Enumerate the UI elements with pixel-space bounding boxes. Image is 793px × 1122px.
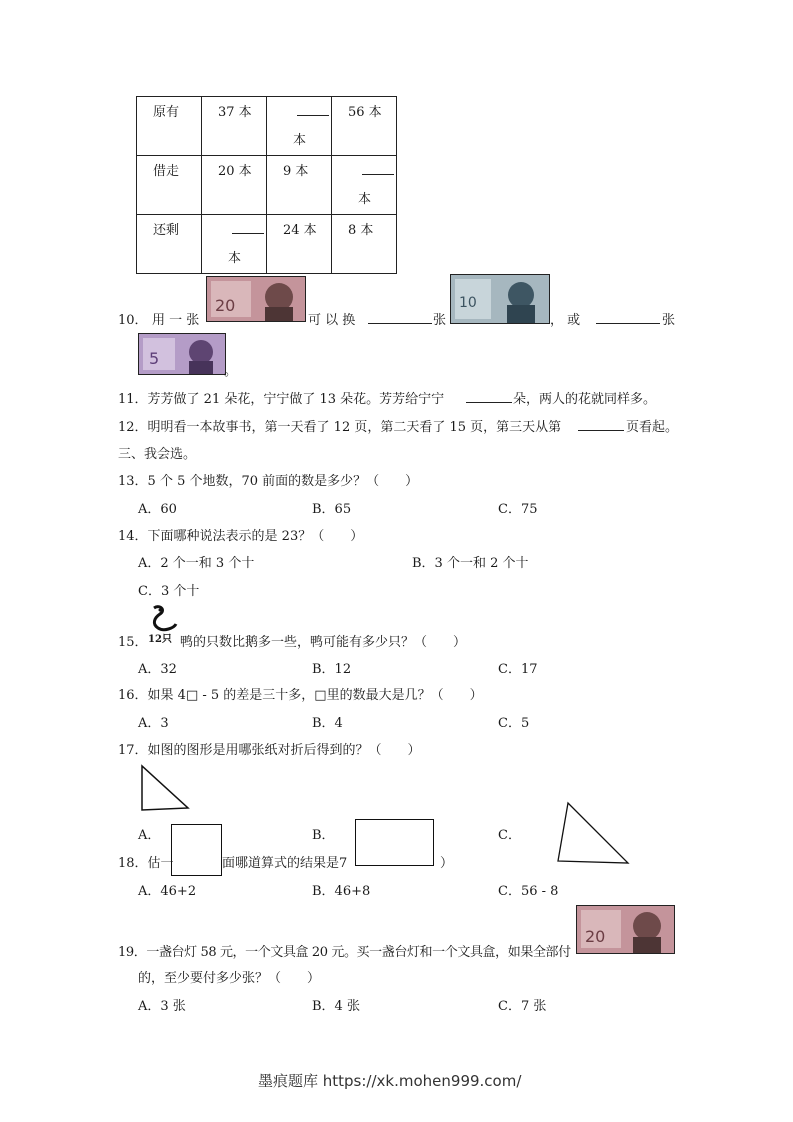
q14-option-a[interactable]: A．2 个一和 3 个十 (138, 556, 255, 571)
banknote-20-image (576, 905, 675, 954)
table-cell: 8 本 (348, 223, 374, 238)
q19-option-c[interactable]: C．7 张 (498, 999, 547, 1014)
answer-blank[interactable] (362, 174, 394, 175)
q13-option-a[interactable]: A．60 (138, 502, 177, 517)
q19-text: 的，至少要付多少张？（ ） (138, 971, 321, 986)
q18-text: 18．估一 (118, 856, 174, 871)
svg-text:20: 20 (585, 927, 606, 946)
q11-text: 11．芳芳做了 21 朵花，宁宁做了 13 朵花。芳芳给宁宁 (118, 392, 445, 407)
q11-blank[interactable] (466, 390, 512, 403)
q18-option-a[interactable]: A．46+2 (138, 884, 197, 899)
banknote-20-image (206, 276, 306, 322)
q10-number: 10． (118, 313, 148, 328)
q10-text: 用 一 张 (152, 313, 200, 328)
q18-option-c[interactable]: C．56 - 8 (498, 884, 559, 899)
table-row (137, 215, 397, 274)
svg-text:5: 5 (149, 349, 160, 368)
table-cell: 9 本 (283, 164, 309, 179)
q15-number: 15． (118, 635, 148, 650)
q15-option-a[interactable]: A．32 (138, 662, 177, 677)
svg-text:10: 10 (459, 295, 477, 311)
row-label: 还剩 (137, 215, 202, 274)
q12-text: 12．明明看一本故事书，第一天看了 12 页，第二天看了 15 页，第三天从第 (118, 420, 562, 435)
table-row (137, 97, 397, 156)
q15-option-c[interactable]: C．17 (498, 662, 538, 677)
goose-icon (146, 604, 180, 646)
folded-triangle-figure (138, 764, 190, 812)
q19-option-a[interactable]: A．3 张 (138, 999, 186, 1014)
goose-count-label: 12只 (148, 634, 172, 645)
q13-option-c[interactable]: C．75 (498, 502, 538, 517)
q17-option-a[interactable]: A． (138, 828, 161, 843)
q10-text: ， 或 (550, 313, 581, 328)
section-heading: 三、我会选。 (118, 447, 197, 462)
answer-blank[interactable] (232, 233, 264, 234)
q10-blank-2[interactable] (596, 311, 660, 324)
q14-option-c[interactable]: C．3 个十 (138, 584, 200, 599)
q10-blank-1[interactable] (368, 311, 432, 324)
q16-stem: 16．如果 4□ - 5 的差是三十多，□里的数最大是几？（ ） (118, 688, 483, 703)
table-cell-unit: 本 (228, 251, 242, 266)
table-cell-unit: 本 (293, 133, 307, 148)
q11-text: 朵，两人的花就同样多。 (513, 392, 657, 407)
q10-text: 可 以 换 (308, 313, 356, 328)
q16-option-b[interactable]: B．4 (312, 716, 343, 731)
footer-watermark-link[interactable]: 墨痕题库 https://xk.mohen999.com/ (258, 1072, 522, 1090)
q14-option-b[interactable]: B．3 个一和 2 个十 (412, 556, 529, 571)
q17-option-b[interactable]: B． (312, 828, 335, 843)
q15-stem: 鸭的只数比鹅多一些，鸭可能有多少只？（ ） (180, 635, 467, 650)
q17-stem: 17．如图的图形是用哪张纸对折后得到的？（ ） (118, 743, 421, 758)
q12-blank[interactable] (578, 418, 624, 431)
q18-option-b[interactable]: B．46+8 (312, 884, 371, 899)
q10-end: 。 (224, 364, 238, 379)
banknote-5-image (138, 333, 226, 375)
q10-unit: 张 (433, 313, 447, 328)
table-cell: 24 本 (283, 223, 317, 238)
q12-text: 页看起。 (626, 420, 679, 435)
answer-blank[interactable] (297, 115, 329, 116)
book-table (136, 96, 397, 274)
row-label: 原有 (137, 97, 202, 156)
square-paper-figure[interactable] (171, 824, 222, 876)
q18-text: 面哪道算式的结果是7 (222, 856, 348, 871)
table-cell: 20 本 (218, 164, 252, 179)
banknote-10-image (450, 274, 550, 324)
row-label: 借走 (137, 156, 202, 215)
q15-option-b[interactable]: B．12 (312, 662, 352, 677)
svg-text:20: 20 (215, 296, 236, 315)
q13-stem: 13．5 个 5 个地数，70 前面的数是多少？（ ） (118, 474, 419, 489)
table-cell: 37 本 (218, 105, 252, 120)
q18-text: ） (440, 856, 454, 871)
table-cell-unit: 本 (358, 192, 372, 207)
q16-option-a[interactable]: A．3 (138, 716, 169, 731)
table-row (137, 156, 397, 215)
q16-option-c[interactable]: C．5 (498, 716, 530, 731)
q17-option-c[interactable]: C． (498, 828, 521, 843)
rectangle-paper-figure[interactable] (355, 819, 434, 866)
q19-option-b[interactable]: B．4 张 (312, 999, 360, 1014)
q14-stem: 14．下面哪种说法表示的是 23？（ ） (118, 529, 364, 544)
q19-text: 19．一盏台灯 58 元，一个文具盒 20 元。买一盏台灯和一个文具盒，如果全部付 (118, 945, 571, 960)
triangle-paper-figure[interactable] (556, 801, 630, 865)
q10-unit: 张 (662, 313, 676, 328)
q13-option-b[interactable]: B．65 (312, 502, 352, 517)
table-cell: 56 本 (348, 105, 382, 120)
